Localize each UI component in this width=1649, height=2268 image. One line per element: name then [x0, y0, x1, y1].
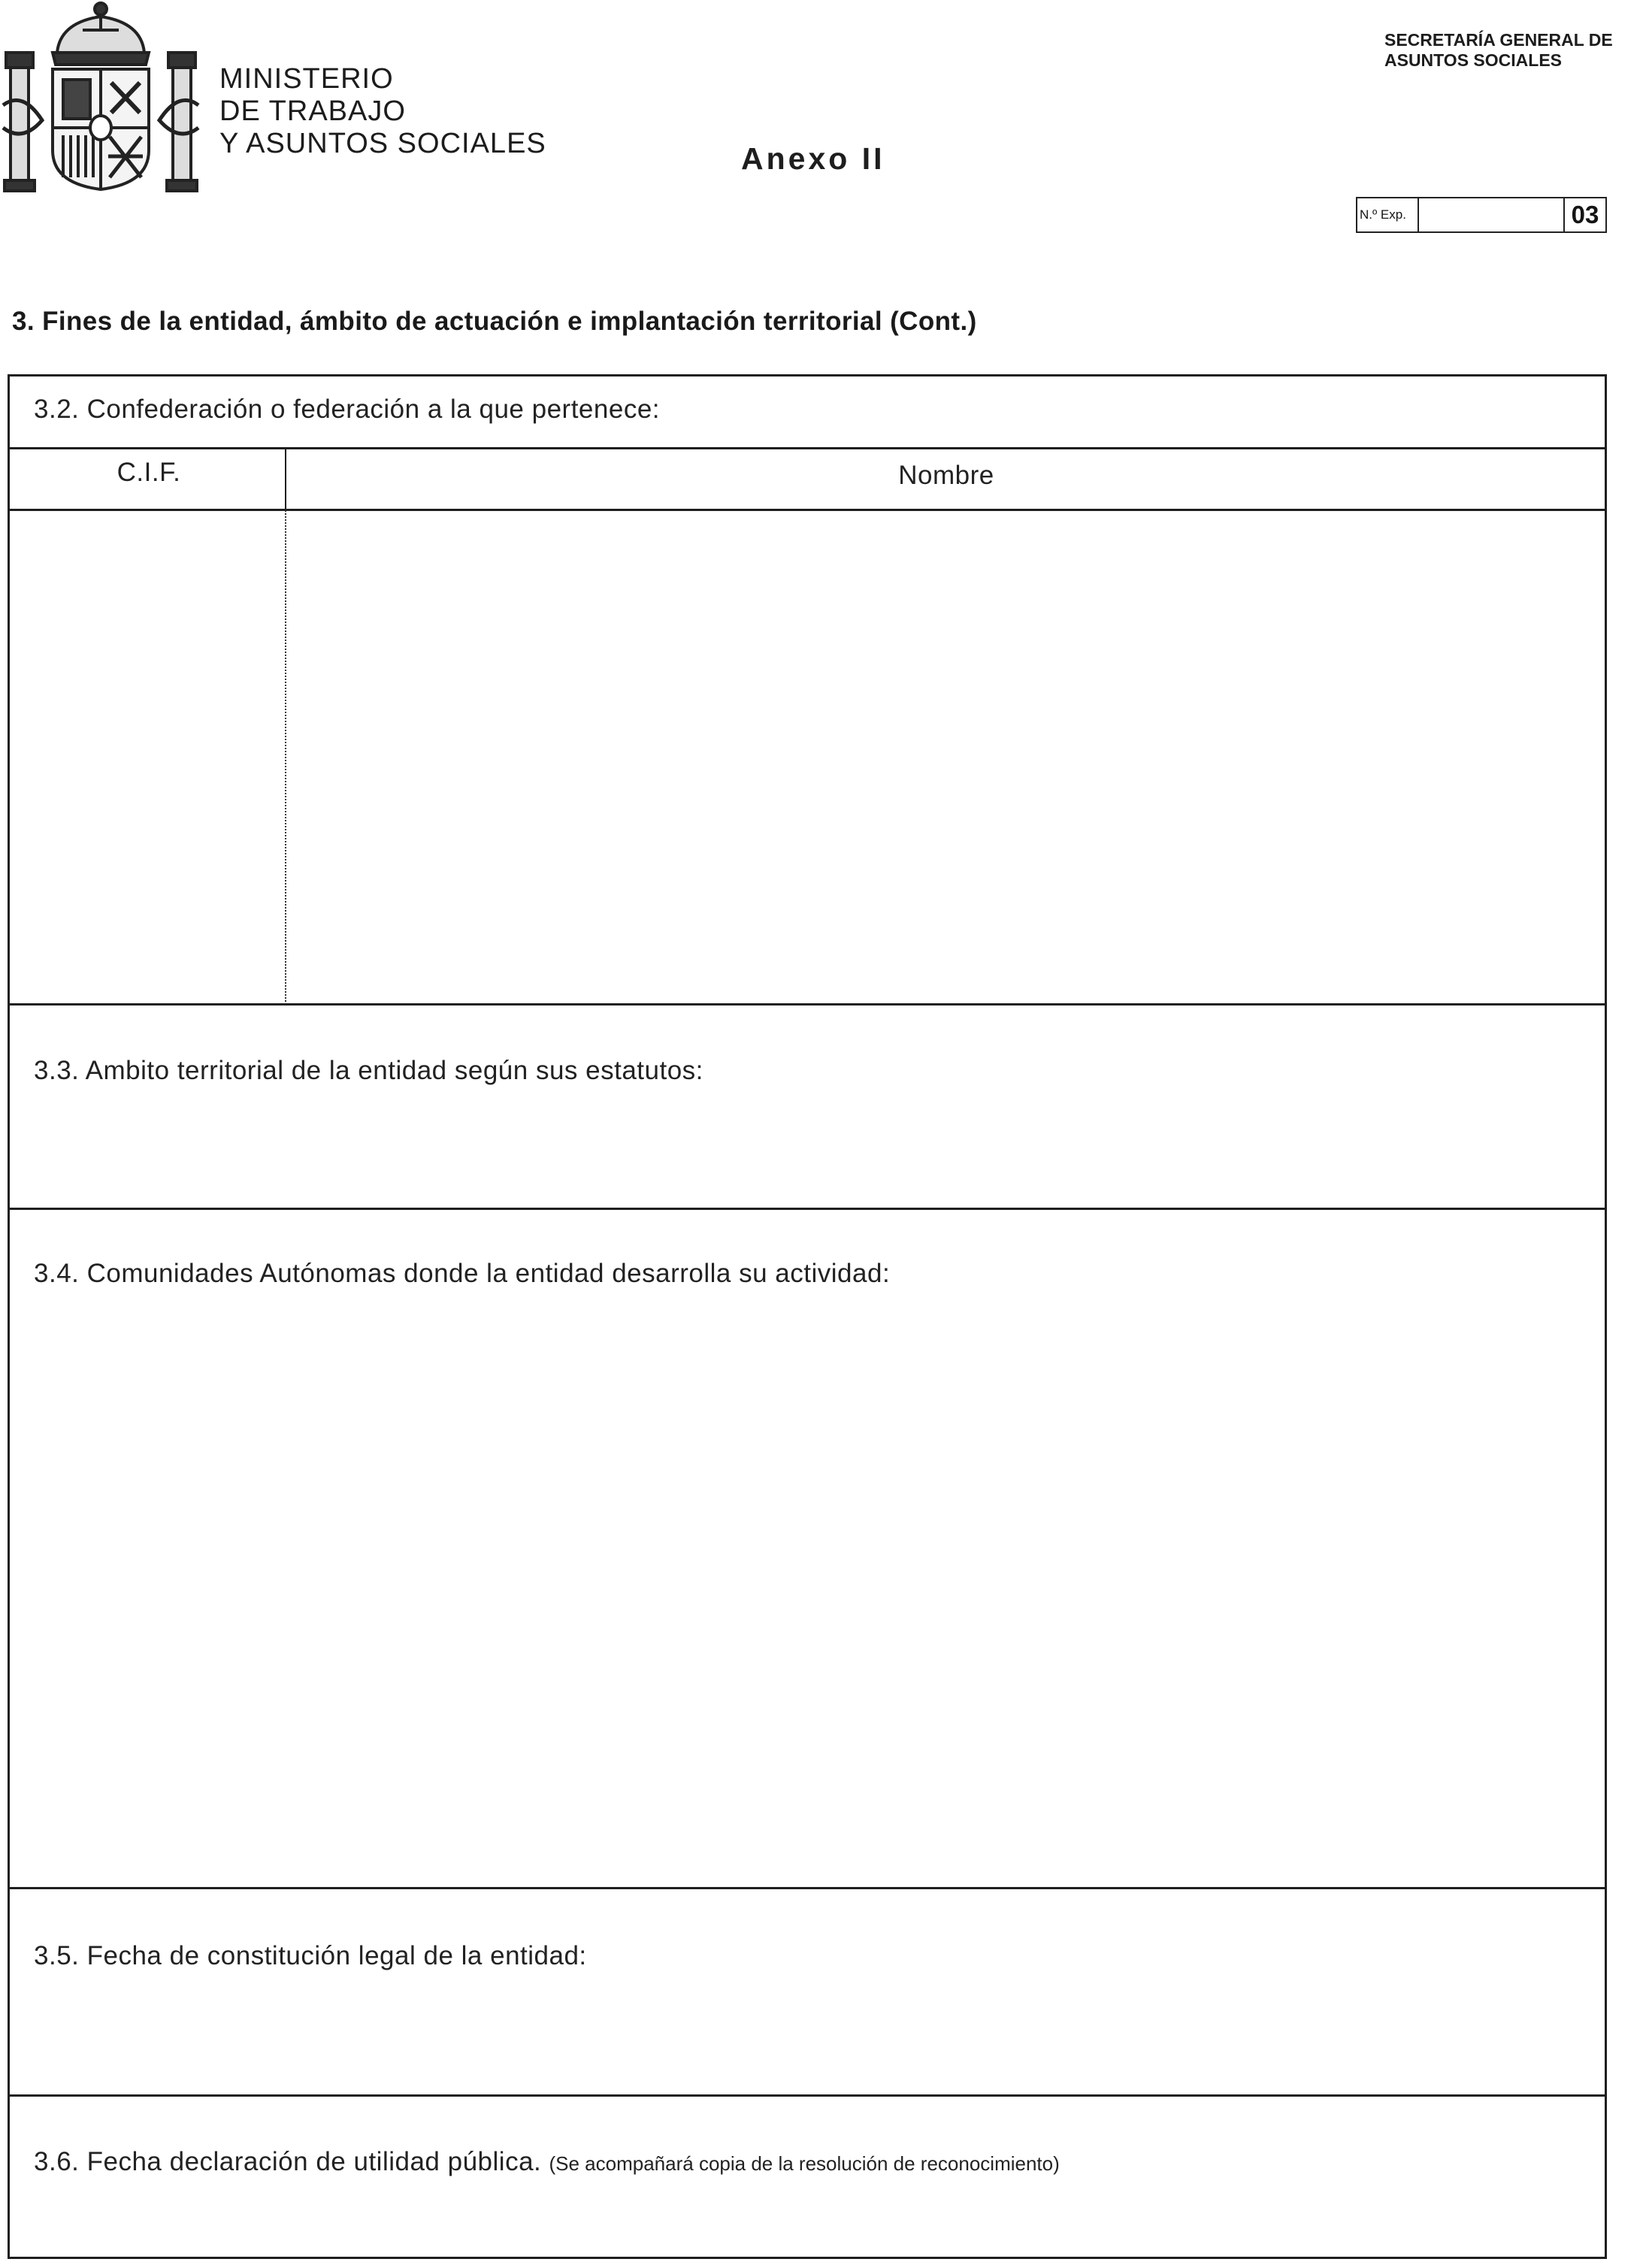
divider	[10, 1208, 1605, 1210]
ministry-line-1: MINISTERIO	[219, 63, 394, 95]
ambito-territorial-input[interactable]	[13, 1090, 1602, 1203]
fecha-constitucion-input[interactable]	[13, 1977, 1602, 2090]
label-3-4: 3.4. Comunidades Autónomas donde la entidad desarrolla su actividad:	[34, 1259, 891, 1288]
divider	[10, 2094, 1605, 2097]
column-header-nombre: Nombre	[898, 461, 994, 490]
expedient-number-box	[1356, 197, 1607, 233]
expedient-number-field[interactable]	[1421, 198, 1563, 231]
form-table	[8, 374, 1607, 2259]
secretaria-line-1: SECRETARÍA GENERAL DE	[1384, 30, 1613, 50]
divider	[10, 1887, 1605, 1889]
column-divider	[285, 510, 286, 1002]
column-divider-header	[285, 447, 286, 509]
secretaria-line-2: ASUNTOS SOCIALES	[1384, 50, 1562, 70]
annex-title: Anexo II	[741, 141, 885, 176]
expedient-label: N.º Exp.	[1357, 198, 1419, 231]
ministry-name	[219, 63, 670, 160]
divider	[10, 447, 1605, 449]
label-3-5: 3.5. Fecha de constitución legal de la entidad:	[34, 1941, 587, 1970]
label-3-6	[34, 2147, 1060, 2177]
fecha-utilidad-publica-input[interactable]	[13, 2185, 1602, 2255]
coat-of-arms-logo	[0, 0, 201, 197]
label-3-3: 3.3. Ambito territorial de la entidad según sus estatutos:	[34, 1056, 703, 1085]
label-3-6-note: (Se acompañará copia de la resolución de reconocimiento)	[549, 2152, 1060, 2175]
label-3-2: 3.2. Confederación o federación a la que pertenece:	[34, 395, 661, 424]
ministry-line-3: Y ASUNTOS SOCIALES	[219, 128, 546, 159]
column-header-cif: C.I.F.	[116, 458, 181, 487]
section-title: 3. Fines de la entidad, ámbito de actuación e implantación territorial (Cont.)	[12, 307, 977, 336]
comunidades-autonomas-input[interactable]	[13, 1295, 1602, 1881]
divider	[10, 1003, 1605, 1005]
label-3-6-text: 3.6. Fecha declaración de utilidad pública.	[34, 2147, 542, 2176]
divider	[10, 509, 1605, 511]
ministry-line-2: DE TRABAJO	[219, 95, 406, 127]
secretaria-name	[1384, 30, 1649, 71]
cif-input-area[interactable]	[13, 513, 280, 999]
nombre-input-area[interactable]	[291, 513, 1599, 999]
form-code: 03	[1563, 198, 1605, 231]
